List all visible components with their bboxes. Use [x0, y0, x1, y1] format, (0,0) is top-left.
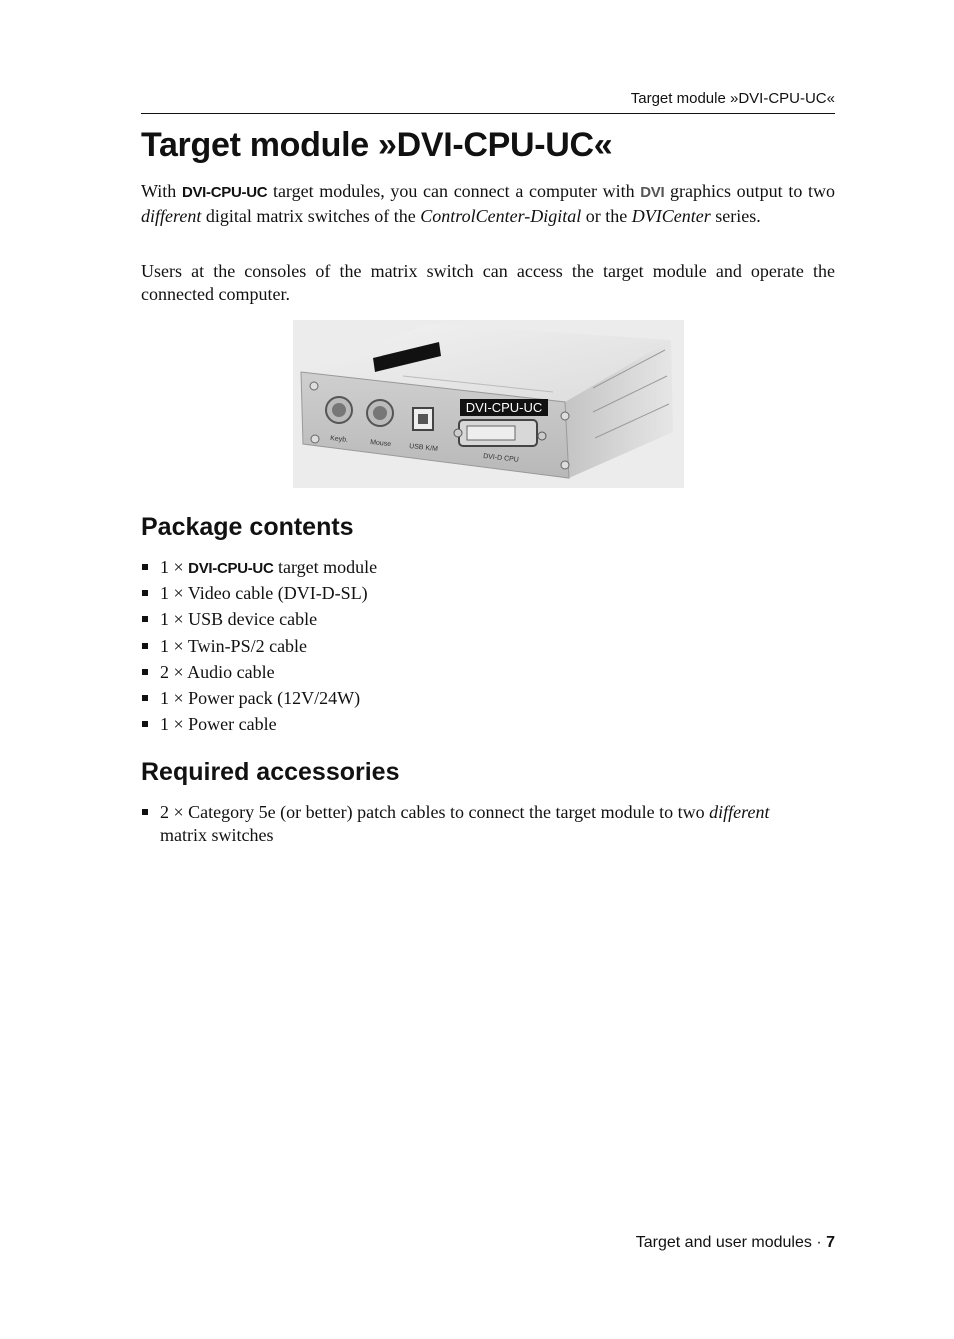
bullet-icon — [142, 669, 148, 675]
bullet-icon — [142, 590, 148, 596]
port-label-keyb: Keyb. — [329, 435, 349, 444]
product-name: DVI-CPU-UC — [188, 560, 274, 577]
header-rule — [141, 113, 835, 114]
dvi-screw-icon — [538, 432, 546, 440]
package-contents-list — [141, 556, 377, 739]
model-badge-text: DVI-CPU-UC — [465, 400, 543, 415]
required-accessories-heading: Required accessories — [141, 758, 400, 786]
product-name: DVI-CPU-UC — [181, 184, 268, 201]
product-photo — [293, 320, 684, 488]
intro-paragraph — [141, 180, 835, 227]
page-number: 7 — [826, 1234, 835, 1251]
usb-port-core — [418, 414, 428, 424]
dvi-port-pins — [467, 426, 515, 440]
port-label-dvi: DVI-D CPU — [482, 453, 520, 464]
running-header: Target module »DVI-CPU-UC« — [630, 90, 835, 107]
screw-icon — [311, 435, 319, 443]
screw-icon — [561, 461, 569, 469]
package-contents-heading: Package contents — [141, 513, 354, 541]
list-item: 1 × Video cable (DVI-D-SL) — [141, 582, 377, 608]
list-item: 1 × Twin-PS/2 cable — [141, 635, 377, 661]
intro-text: target modules, you can connect a computer with — [267, 181, 641, 201]
port-label-mouse: Mouse — [369, 439, 392, 449]
intro-text: With — [141, 181, 182, 201]
list-item: 2 × Category 5e (or better) patch cables to connect the target module to two different matrix switches — [141, 801, 780, 846]
series-name: ControlCenter-Digital — [420, 205, 582, 226]
screw-icon — [561, 412, 569, 420]
port-core — [332, 403, 346, 417]
series-name: DVICenter — [631, 205, 711, 226]
bullet-icon — [142, 809, 148, 815]
bullet-icon — [142, 616, 148, 622]
emphasis-different: different — [141, 205, 202, 226]
running-footer — [141, 1234, 835, 1252]
intro-text: graphics output to two — [664, 181, 835, 201]
port-core — [373, 406, 387, 420]
intro-text: or the — [581, 205, 632, 226]
bullet-icon — [142, 564, 148, 570]
intro-text: series. — [710, 205, 761, 226]
page-title: Target module »DVI-CPU-UC« — [141, 126, 613, 164]
list-item: 1 × Power cable — [141, 713, 377, 739]
footer-section: Target and user modules · — [635, 1234, 827, 1251]
list-item: 1 × Power pack (12V/24W) — [141, 687, 377, 713]
dvi-term: DVI — [640, 184, 665, 201]
usage-paragraph: Users at the consoles of the matrix switch can access the target module and operate the connected computer. — [141, 261, 835, 304]
required-accessories-list — [141, 801, 780, 846]
bullet-icon — [142, 721, 148, 727]
port-label-usb: USB K/M — [408, 443, 439, 453]
intro-text: digital matrix switches of the — [201, 205, 421, 226]
list-item: 1 × DVI-CPU-UC target module — [141, 556, 377, 582]
dvi-screw-icon — [454, 429, 462, 437]
list-item: 1 × USB device cable — [141, 608, 377, 634]
list-item: 2 × Audio cable — [141, 661, 377, 687]
screw-icon — [310, 382, 318, 390]
emphasis-different: different — [709, 802, 770, 822]
bullet-icon — [142, 695, 148, 701]
bullet-icon — [142, 643, 148, 649]
